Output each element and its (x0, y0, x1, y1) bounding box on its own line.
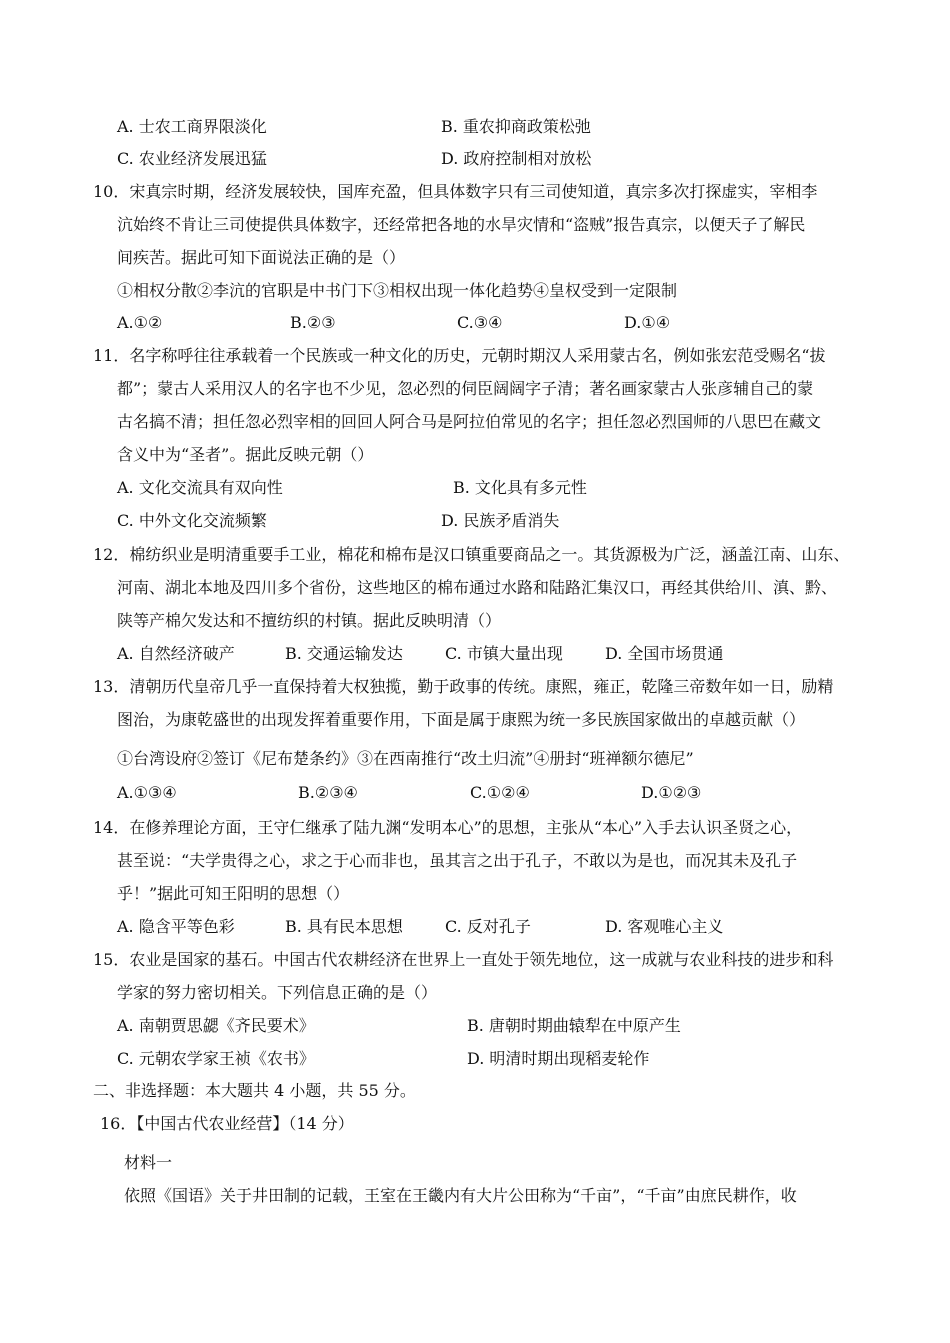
q11-option-c: C. 中外文化交流频繁 (117, 511, 267, 530)
q14-line-2: 甚至说：“夫学贵得之心，求之于心而非也，虽其言之出于孔子，不敢以为是也，而况其未及孔子 (117, 851, 798, 870)
q15-option-b: B. 唐朝时期曲辕犁在中原产生 (467, 1016, 681, 1035)
q15-option-c: C. 元朝农学家王祯《农书》 (117, 1049, 315, 1068)
q12-line-2: 河南、湖北本地及四川多个省份，这些地区的棉布通过水路和陆路汇集汉口，再经其供给川、滇、黔、 (117, 578, 838, 597)
q11-option-d: D. 民族矛盾消失 (441, 511, 560, 530)
q13-line-2: 图治，为康乾盛世的出现发挥着重要作用，下面是属于康熙为统一多民族国家做出的卓越贡献（） (117, 710, 806, 729)
q10-option-a: A.①② (117, 313, 163, 332)
q12-option-c: C. 市镇大量出现 (445, 644, 563, 663)
q10-line-2: 沆始终不肯让三司使提供具体数字，还经常把各地的水旱灾情和“盗贼”报告真宗，以便天子了解民 (117, 215, 806, 234)
q12-line-3: 陕等产棉欠发达和不擅纺织的村镇。据此反映明清（） (117, 611, 502, 630)
q13-option-d: D.①②③ (641, 783, 702, 802)
q14-option-b: B. 具有民本思想 (285, 917, 403, 936)
q16-title: 16．【中国古代农业经营】（14 分） (100, 1114, 354, 1133)
q13-option-c: C.①②④ (470, 783, 530, 802)
q11-option-a: A. 文化交流具有双向性 (117, 478, 283, 497)
q13-line-1: 13．清朝历代皇帝几乎一直保持着大权独揽，勤于政事的传统。康熙，雍正，乾隆三帝数年如一日，励精 (93, 677, 834, 696)
q15-line-1: 15．农业是国家的基石。中国古代农耕经济在世界上一直处于领先地位，这一成就与农业科技的进步和科 (93, 950, 834, 969)
q13-statements: ①台湾设府②签订《尼布楚条约》③在西南推行“改土归流”④册封“班禅额尔德尼” (117, 749, 694, 768)
q16-material-line-1: 依照《国语》关于井田制的记载，王室在王畿内有大片公田称为“千亩”，“千亩”由庶民耕作，收 (124, 1186, 797, 1205)
q14-line-3: 乎！”据此可知王阳明的思想（） (117, 884, 350, 903)
q9-option-a: A. 士农工商界限淡化 (117, 117, 267, 136)
q14-option-d: D. 客观唯心主义 (605, 917, 724, 936)
q12-option-d: D. 全国市场贯通 (605, 644, 724, 663)
q10-option-c: C.③④ (457, 313, 503, 332)
q9-option-b: B. 重农抑商政策松弛 (441, 117, 591, 136)
q13-option-a: A.①③④ (117, 783, 177, 802)
q11-line-1: 11．名字称呼往往承载着一个民族或一种文化的历史，元朝时期汉人采用蒙古名，例如张宏范受赐名“拔 (93, 346, 826, 365)
q12-option-b: B. 交通运输发达 (285, 644, 403, 663)
q10-option-d: D.①④ (624, 313, 671, 332)
q11-line-2: 都”；蒙古人采用汉人的名字也不少见，忽必烈的伺臣阔阔字子清；著名画家蒙古人张彦辅自己的蒙 (117, 379, 814, 398)
q10-statements: ①相权分散②李沆的官职是中书门下③相权出现一体化趋势④皇权受到一定限制 (117, 281, 678, 300)
q12-option-a: A. 自然经济破产 (117, 644, 235, 663)
q14-option-c: C. 反对孔子 (445, 917, 531, 936)
q11-line-3: 古名搞不清；担任忽必烈宰相的回回人阿合马是阿拉伯常见的名字；担任忽必烈国师的八思巴在藏文 (117, 412, 822, 431)
q15-option-a: A. 南朝贾思勰《齐民要术》 (117, 1016, 315, 1035)
q14-option-a: A. 隐含平等色彩 (117, 917, 235, 936)
q12-line-1: 12．棉纺织业是明清重要手工业，棉花和棉布是汉口镇重要商品之一。其货源极为广泛，涵盖江南、山东、 (93, 545, 850, 564)
q11-line-4: 含义中为“圣者”。据此反映元朝（） (117, 445, 374, 464)
q10-line-3: 间疾苦。据此可知下面说法正确的是（） (117, 248, 406, 267)
q14-line-1: 14．在修养理论方面，王守仁继承了陆九渊“发明本心”的思想，主张从“本心”入手去认识圣贤之心， (93, 818, 803, 837)
q11-option-b: B. 文化具有多元性 (453, 478, 587, 497)
q9-option-c: C. 农业经济发展迅猛 (117, 149, 267, 168)
section-2-heading: 二、非选择题：本大题共 4 小题，共 55 分。 (93, 1081, 416, 1100)
q10-option-b: B.②③ (290, 313, 336, 332)
q15-option-d: D. 明清时期出现稻麦轮作 (467, 1049, 650, 1068)
q16-material-label: 材料一 (124, 1153, 173, 1172)
q15-line-2: 学家的努力密切相关。下列信息正确的是（） (117, 983, 438, 1002)
q10-line-1: 10．宋真宗时期，经济发展较快，国库充盈，但具体数字只有三司使知道，真宗多次打探虚实，宰相李 (93, 182, 818, 201)
q13-option-b: B.②③④ (298, 783, 358, 802)
q9-option-d: D. 政府控制相对放松 (441, 149, 592, 168)
